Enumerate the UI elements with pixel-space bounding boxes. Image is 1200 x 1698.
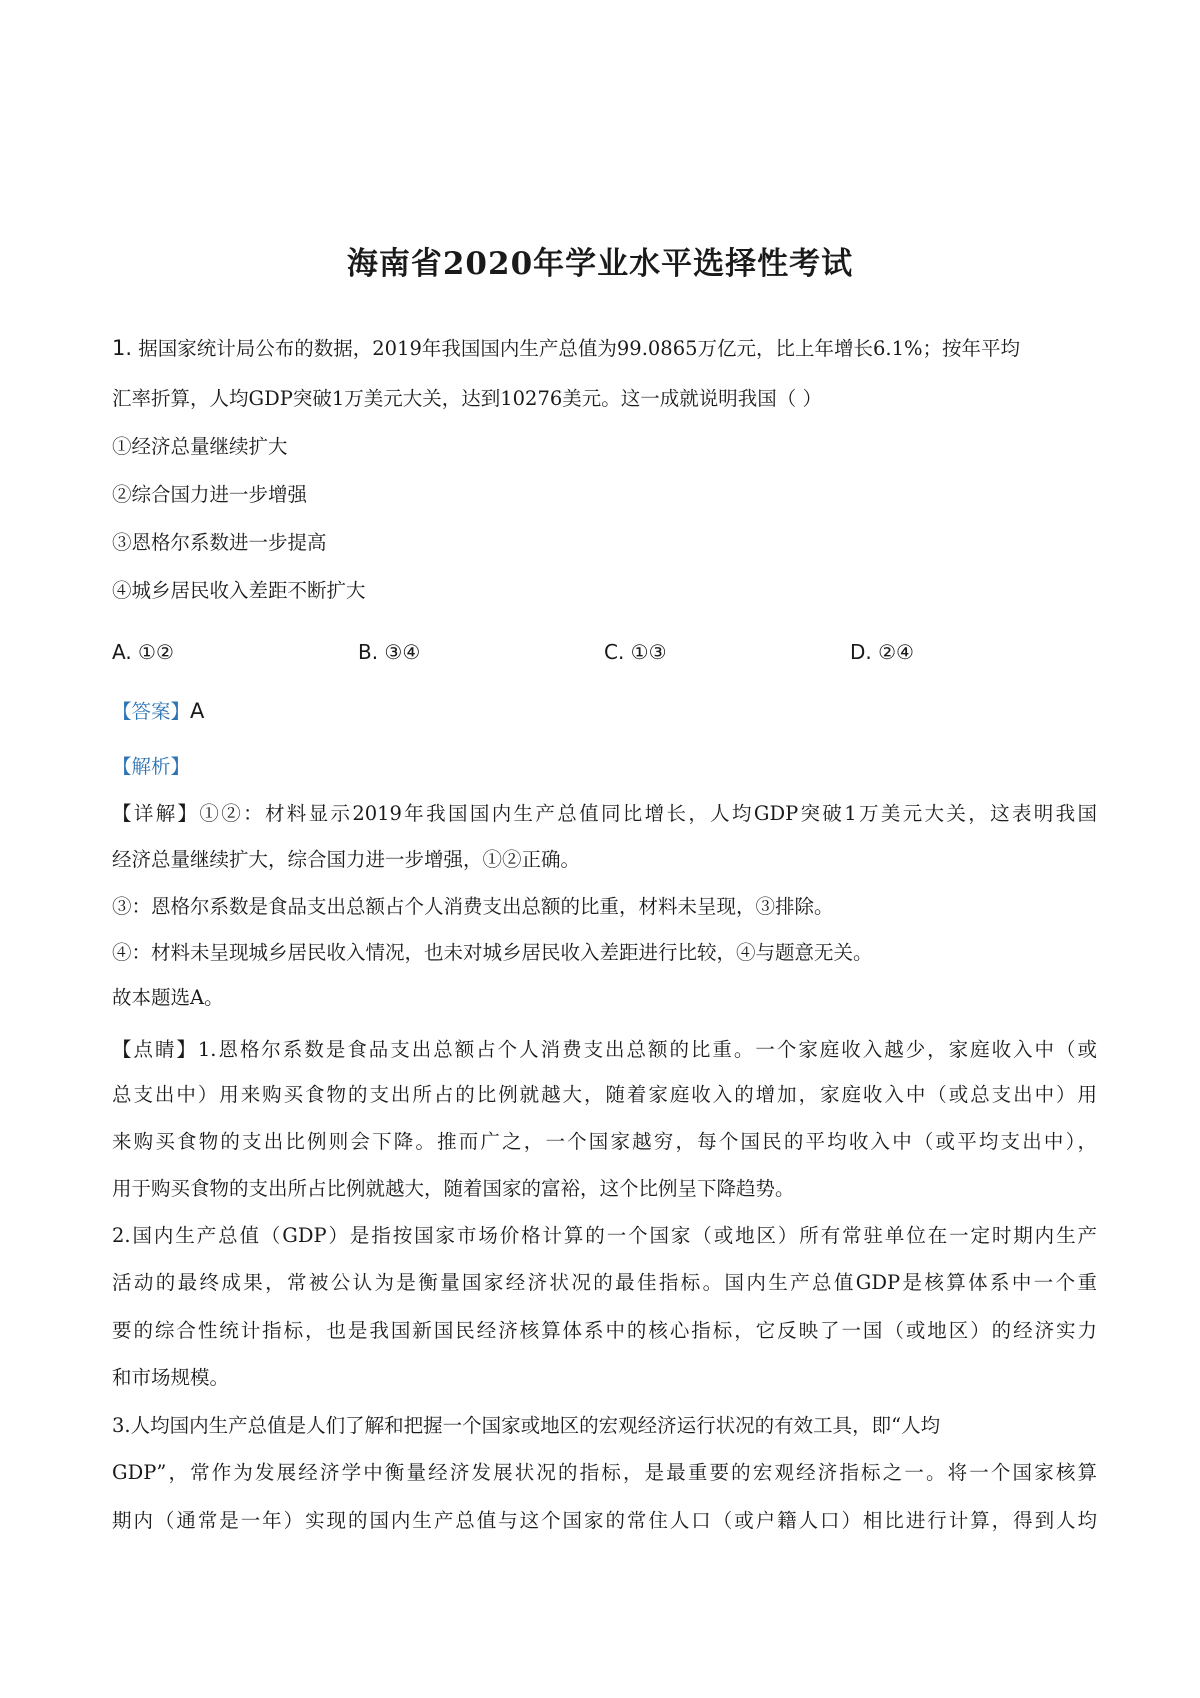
note-line-7: 要的综合性统计指标，也是我国新国民经济核算体系中的核心指标，它反映了一国（或地区）的经济实力 xyxy=(112,1319,1097,1342)
answer-tag: 【答案】 xyxy=(112,700,191,723)
note-line-3: 来购买食物的支出比例则会下降。推而广之，一个国家越穷，每个国民的平均收入中（或平均支出中）， xyxy=(112,1130,1097,1153)
question-stem-line-1 xyxy=(112,334,1097,363)
note-line-8: 和市场规模。 xyxy=(112,1366,230,1389)
note-line-2: 总支出中）用来购买食物的支出所占的比例就越大，随着家庭收入的增加，家庭收入中（或总支出中）用 xyxy=(112,1083,1097,1106)
note-line-4: 用于购买食物的支出所占比例就越大，随着国家的富裕，这个比例呈下降趋势。 xyxy=(112,1177,795,1200)
detail-line-1: 【详解】①②：材料显示2019年我国国内生产总值同比增长，人均GDP突破1万美元大关，这表明我国 xyxy=(112,802,1097,825)
question-stem-text-1: 据国家统计局公布的数据，2019年我国国内生产总值为99.0865万亿元，比上年增长6.1%；按年平均 xyxy=(138,337,1021,360)
option-4: ④城乡居民收入差距不断扩大 xyxy=(112,579,366,602)
analysis-tag: 【解析】 xyxy=(112,755,191,778)
question-number: 1. xyxy=(112,336,133,360)
note-line-9: 3.人均国内生产总值是人们了解和把握一个国家或地区的宏观经济运行状况的有效工具，即“人均 xyxy=(112,1414,941,1437)
choice-c: C. ①③ xyxy=(604,640,667,664)
option-2: ②综合国力进一步增强 xyxy=(112,483,308,506)
choice-b: B. ③④ xyxy=(358,640,421,664)
analysis-line xyxy=(112,753,1097,781)
detail-line-5: 故本题选A。 xyxy=(112,986,224,1009)
option-1: ①经济总量继续扩大 xyxy=(112,435,288,458)
question-stem-line-2: 汇率折算，人均GDP突破1万美元大关，达到10276美元。这一成就说明我国（ ） xyxy=(112,387,822,410)
detail-line-4: ④：材料未呈现城乡居民收入情况，也未对城乡居民收入差距进行比较，④与题意无关。 xyxy=(112,941,873,964)
answer-line xyxy=(112,697,1097,726)
answer-value: A xyxy=(190,699,205,723)
detail-line-3: ③：恩格尔系数是食品支出总额占个人消费支出总额的比重，材料未呈现，③排除。 xyxy=(112,895,834,918)
exam-title: 海南省2020年学业水平选择性考试 xyxy=(346,246,854,282)
option-3: ③恩格尔系数进一步提高 xyxy=(112,531,327,554)
note-line-5: 2.国内生产总值（GDP）是指按国家市场价格计算的一个国家（或地区）所有常驻单位在一定时期内生产 xyxy=(112,1224,1097,1247)
note-line-6: 活动的最终成果，常被公认为是衡量国家经济状况的最佳指标。国内生产总值GDP是核算体系中一个重 xyxy=(112,1271,1097,1294)
choice-d: D. ②④ xyxy=(850,640,914,664)
detail-line-2: 经济总量继续扩大，综合国力进一步增强，①②正确。 xyxy=(112,848,581,871)
note-line-1: 【点睛】1.恩格尔系数是食品支出总额占个人消费支出总额的比重。一个家庭收入越少，家庭收入中（或 xyxy=(112,1038,1097,1061)
note-line-11: 期内（通常是一年）实现的国内生产总值与这个国家的常住人口（或户籍人口）相比进行计算，得到人均 xyxy=(112,1509,1097,1532)
note-line-10: GDP”，常作为发展经济学中衡量经济发展状况的指标，是最重要的宏观经济指标之一。将一个国家核算 xyxy=(112,1461,1097,1484)
choice-a: A. ①② xyxy=(112,640,174,664)
